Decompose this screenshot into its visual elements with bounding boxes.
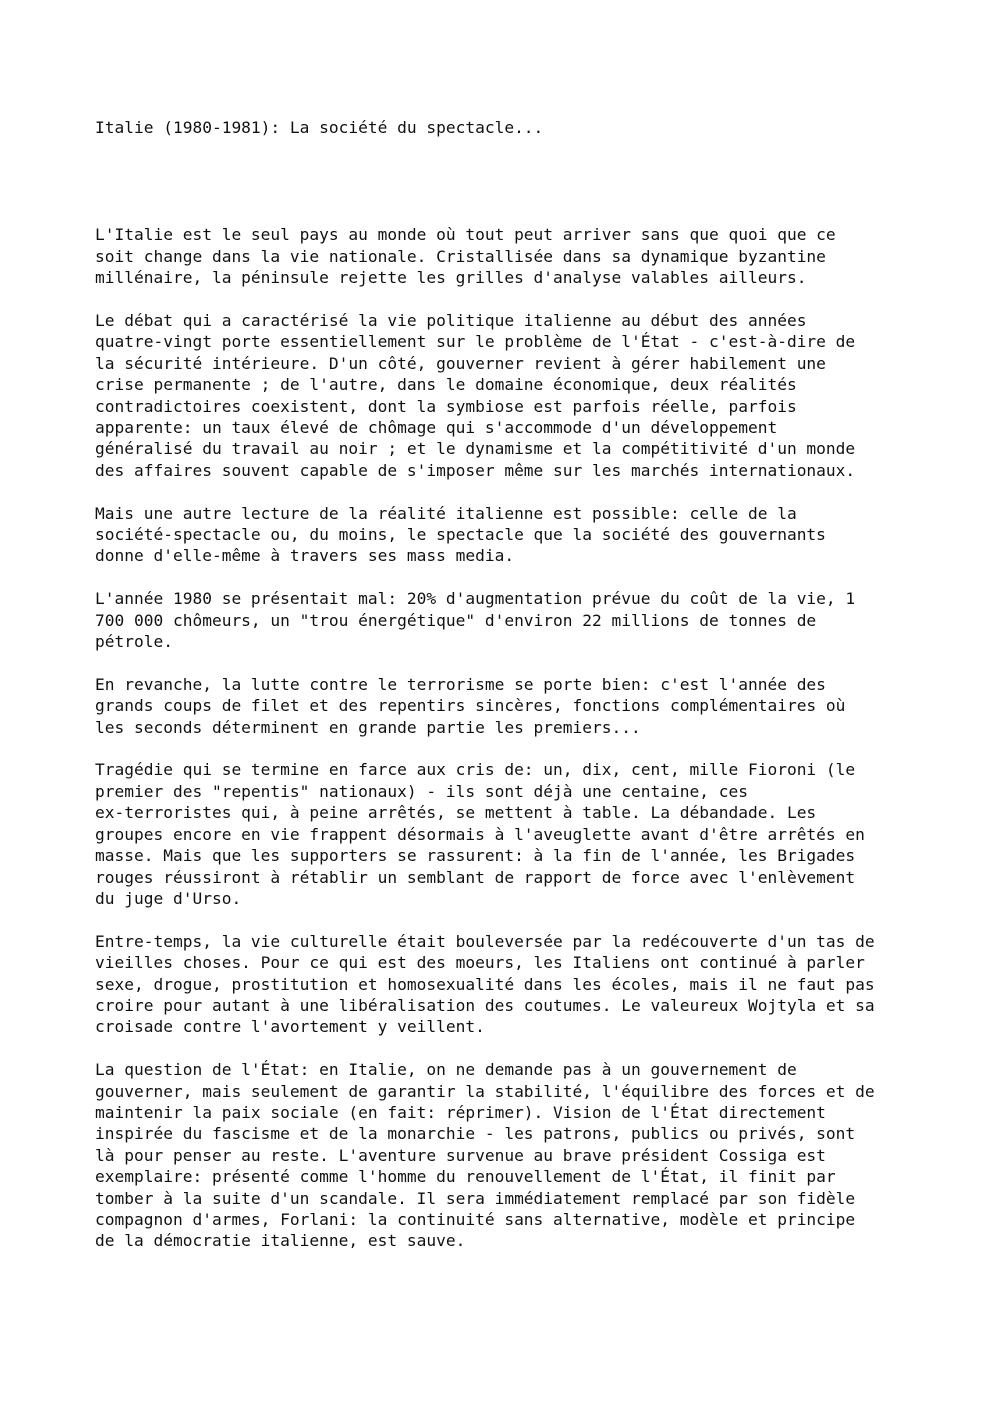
text-line: compagnon d'armes, Forlani: la continuité sans alternative, modèle et principe <box>95 1209 856 1229</box>
text-line: gouverner, mais seulement de garantir la stabilité, l'équilibre des forces et de <box>95 1081 875 1101</box>
text-line: vieilles choses. Pour ce qui est des moeurs, les Italiens ont continué à parler <box>95 953 865 973</box>
text-line: exemplaire: présenté comme l'homme du renouvellement de l'État, il finit par <box>95 1167 836 1187</box>
text-line: ex-terroristes qui, à peine arrêtés, se mettent à table. La débandade. Les <box>95 803 817 823</box>
text-line: masse. Mais que les supporters se rassurent: à la fin de l'année, les Brigades <box>95 846 856 866</box>
text-line: contradictoires coexistent, dont la symbiose est parfois réelle, parfois <box>95 396 797 416</box>
paragraph-2 <box>95 310 925 481</box>
text-line: de la démocratie italienne, est sauve. <box>95 1231 466 1251</box>
text-line: les seconds déterminent en grande partie les premiers... <box>95 717 641 737</box>
text-line: croire pour autant à une libéralisation des coutumes. Le valeureux Wojtyla et sa <box>95 995 875 1015</box>
text-line: Entre-temps, la vie culturelle était bouleversée par la redécouverte d'un tas de <box>95 931 875 951</box>
text-line: croisade contre l'avortement y veillent. <box>95 1017 485 1037</box>
text-line: donne d'elle-même à travers ses mass media. <box>95 546 515 566</box>
paragraph-6 <box>95 759 925 909</box>
document-title: Italie (1980-1981): La société du spectacle... <box>95 118 544 137</box>
paragraph-1 <box>95 224 925 288</box>
paragraph-3 <box>95 503 925 567</box>
text-line: 700 000 chômeurs, un "trou énergétique" d'environ 22 millions de tonnes de <box>95 610 817 630</box>
text-line: Le débat qui a caractérisé la vie politique italienne au début des années <box>95 311 807 331</box>
text-line: millénaire, la péninsule rejette les grilles d'analyse valables ailleurs. <box>95 268 807 288</box>
text-line: inspirée du fascisme et de la monarchie - les patrons, publics ou privés, sont <box>95 1124 856 1144</box>
text-line: sexe, drogue, prostitution et homosexualité dans les écoles, mais il ne faut pas <box>95 974 875 994</box>
text-line: L'Italie est le seul pays au monde où tout peut arriver sans que quoi que ce <box>95 225 836 245</box>
text-line: pétrole. <box>95 632 173 652</box>
text-line: La question de l'État: en Italie, on ne demande pas à un gouvernement de <box>95 1060 797 1080</box>
text-line: premier des "repentis" nationaux) - ils sont déjà une centaine, ces <box>95 781 748 801</box>
text-line: crise permanente ; de l'autre, dans le domaine économique, deux réalités <box>95 375 797 395</box>
text-line: groupes encore en vie frappent désormais à l'aveuglette avant d'être arrêtés en <box>95 824 865 844</box>
text-line: société-spectacle ou, du moins, le spectacle que la société des gouvernants <box>95 525 826 545</box>
document-body <box>95 224 925 1251</box>
paragraph-5 <box>95 674 925 738</box>
text-line: Tragédie qui se termine en farce aux cris de: un, dix, cent, mille Fioroni (le <box>95 760 856 780</box>
text-line: grands coups de filet et des repentirs sincères, fonctions complémentaires où <box>95 696 846 716</box>
text-line: En revanche, la lutte contre le terrorisme se porte bien: c'est l'année des <box>95 674 826 694</box>
text-line: du juge d'Urso. <box>95 888 242 908</box>
document-page <box>95 117 925 1273</box>
paragraph-8 <box>95 1059 925 1252</box>
text-line: apparente: un taux élevé de chômage qui s'accommode d'un développement <box>95 418 778 438</box>
text-line: tomber à la suite d'un scandale. Il sera immédiatement remplacé par son fidèle <box>95 1188 856 1208</box>
text-line: généralisé du travail au noir ; et le dynamisme et la compétitivité d'un monde <box>95 439 856 459</box>
text-line: la sécurité intérieure. D'un côté, gouverner revient à gérer habilement une <box>95 353 826 373</box>
text-line: rouges réussiront à rétablir un semblant de rapport de force avec l'enlèvement <box>95 867 856 887</box>
paragraph-4 <box>95 588 925 652</box>
text-line: soit change dans la vie nationale. Cristallisée dans sa dynamique byzantine <box>95 246 826 266</box>
text-line: maintenir la paix sociale (en fait: réprimer). Vision de l'État directement <box>95 1102 826 1122</box>
text-line: des affaires souvent capable de s'imposer même sur les marchés internationaux. <box>95 460 856 480</box>
text-line: quatre-vingt porte essentiellement sur le problème de l'État - c'est-à-dire de <box>95 332 856 352</box>
text-line: Mais une autre lecture de la réalité italienne est possible: celle de la <box>95 503 797 523</box>
text-line: là pour penser au reste. L'aventure survenue au brave président Cossiga est <box>95 1145 826 1165</box>
paragraph-7 <box>95 931 925 1038</box>
text-line: L'année 1980 se présentait mal: 20% d'augmentation prévue du coût de la vie, 1 <box>95 589 856 609</box>
